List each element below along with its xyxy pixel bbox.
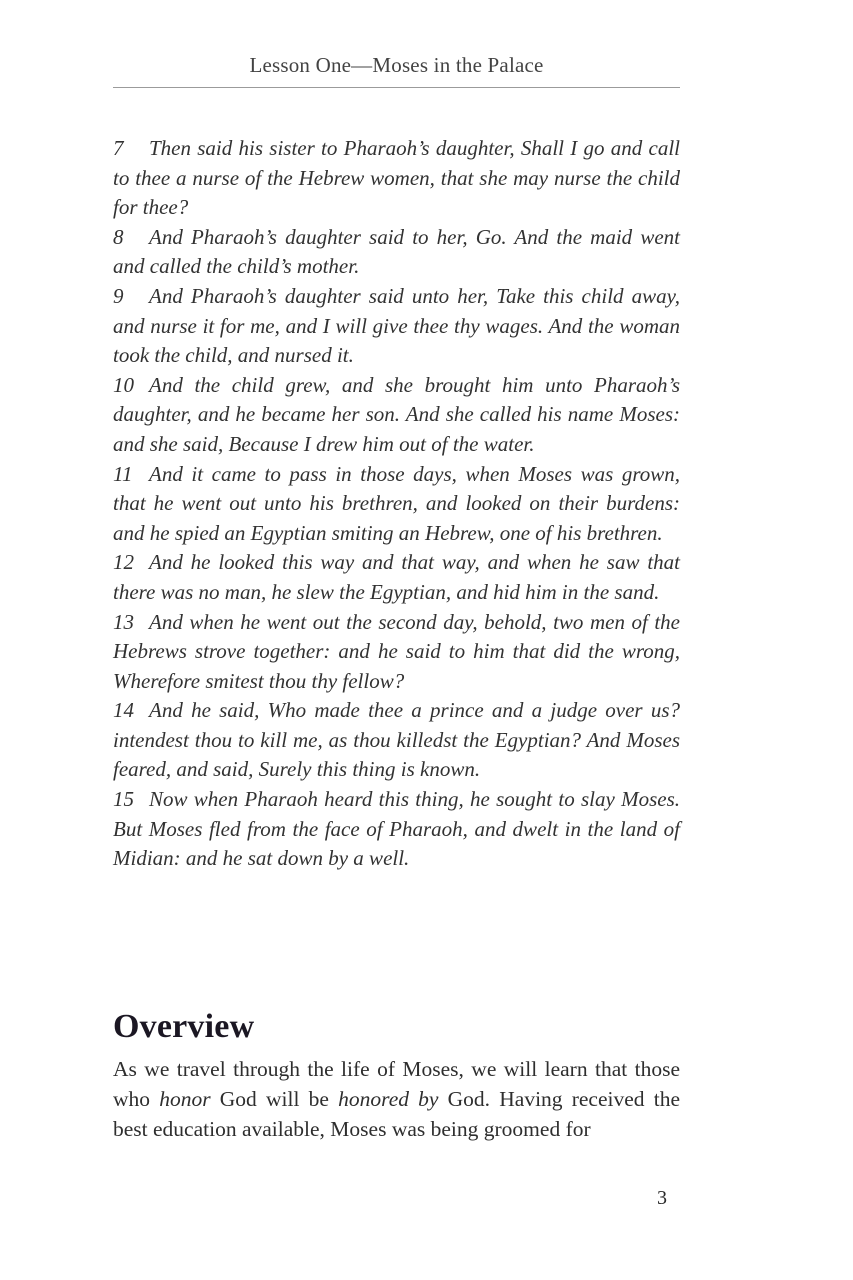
verse — [113, 608, 680, 697]
verse-number: 7 — [113, 136, 124, 160]
verse — [113, 371, 680, 460]
verse-number: 8 — [113, 224, 124, 249]
verse-number: 15 — [113, 787, 134, 812]
paragraph-text: As we travel through the life of Moses, we will learn that those who — [113, 1057, 680, 1111]
verse-text: And he said, Who made thee a prince and a judge over us? intendest thou to kill me, as thou killedst the Egyptian? And Moses feared, and said, Surely this thing is known. — [113, 698, 680, 782]
verse-text: And the child grew, and she brought him unto Pharaoh’s daughter, and he became her son. And she called his name Moses: and she said, Because I drew him out of the water. — [113, 372, 680, 456]
verse — [113, 785, 680, 874]
overview-paragraph — [113, 1054, 680, 1144]
verse-text: And it came to pass in those days, when Moses was grown, that he went out unto his brethren, and looked on their burdens: and he spied an Egyptian smiting an Hebrew, one of his brethren. — [113, 461, 680, 545]
verse-text: And Pharaoh’s daughter said to her, Go. And the maid went and called the child’s mother. — [113, 224, 680, 279]
verse — [113, 548, 680, 607]
verse-text: And he looked this way and that way, and when he saw that there was no man, he slew the Egyptian, and hid him in the sand. — [113, 550, 680, 604]
overview-heading: Overview — [113, 1008, 255, 1045]
verse — [113, 460, 680, 549]
paragraph-text: God. Having received the best education available, Moses was being groomed for — [113, 1087, 680, 1141]
verse-text: And Pharaoh’s daughter said unto her, Take this child away, and nurse it for me, and I will give thee thy wages. And the woman took the child, and nursed it. — [113, 283, 680, 368]
emphasized-text: honored by — [338, 1087, 439, 1111]
verse — [113, 696, 680, 785]
verse — [113, 134, 680, 223]
verse-text: And when he went out the second day, behold, two men of the Hebrews strove together: and he said to him that did the wrong, Wherefore smitest thou thy fellow? — [113, 609, 680, 693]
running-header — [113, 52, 680, 88]
verse-number: 9 — [113, 283, 124, 308]
verse-number: 11 — [113, 461, 133, 486]
paragraph-text: God will be — [210, 1087, 339, 1111]
verse-number: 14 — [113, 698, 134, 723]
lesson-title: Lesson One—Moses in the Palace — [249, 53, 544, 77]
verse-number: 13 — [113, 609, 134, 634]
verse-text: Then said his sister to Pharaoh’s daughter, Shall I go and call to thee a nurse of the Hebrew women, that she may nurse the child for thee? — [113, 136, 680, 220]
verse-number: 10 — [113, 372, 134, 397]
verse-text: Now when Pharaoh heard this thing, he sought to slay Moses. But Moses fled from the face of Pharaoh, and dwelt in the land of Midian: and he sat down by a well. — [113, 787, 680, 871]
emphasized-text: honor — [159, 1087, 211, 1111]
verse — [113, 282, 680, 371]
verse-number: 12 — [113, 550, 134, 575]
scripture-passage — [113, 134, 680, 874]
page-number: 3 — [657, 1187, 667, 1209]
verse — [113, 223, 680, 282]
